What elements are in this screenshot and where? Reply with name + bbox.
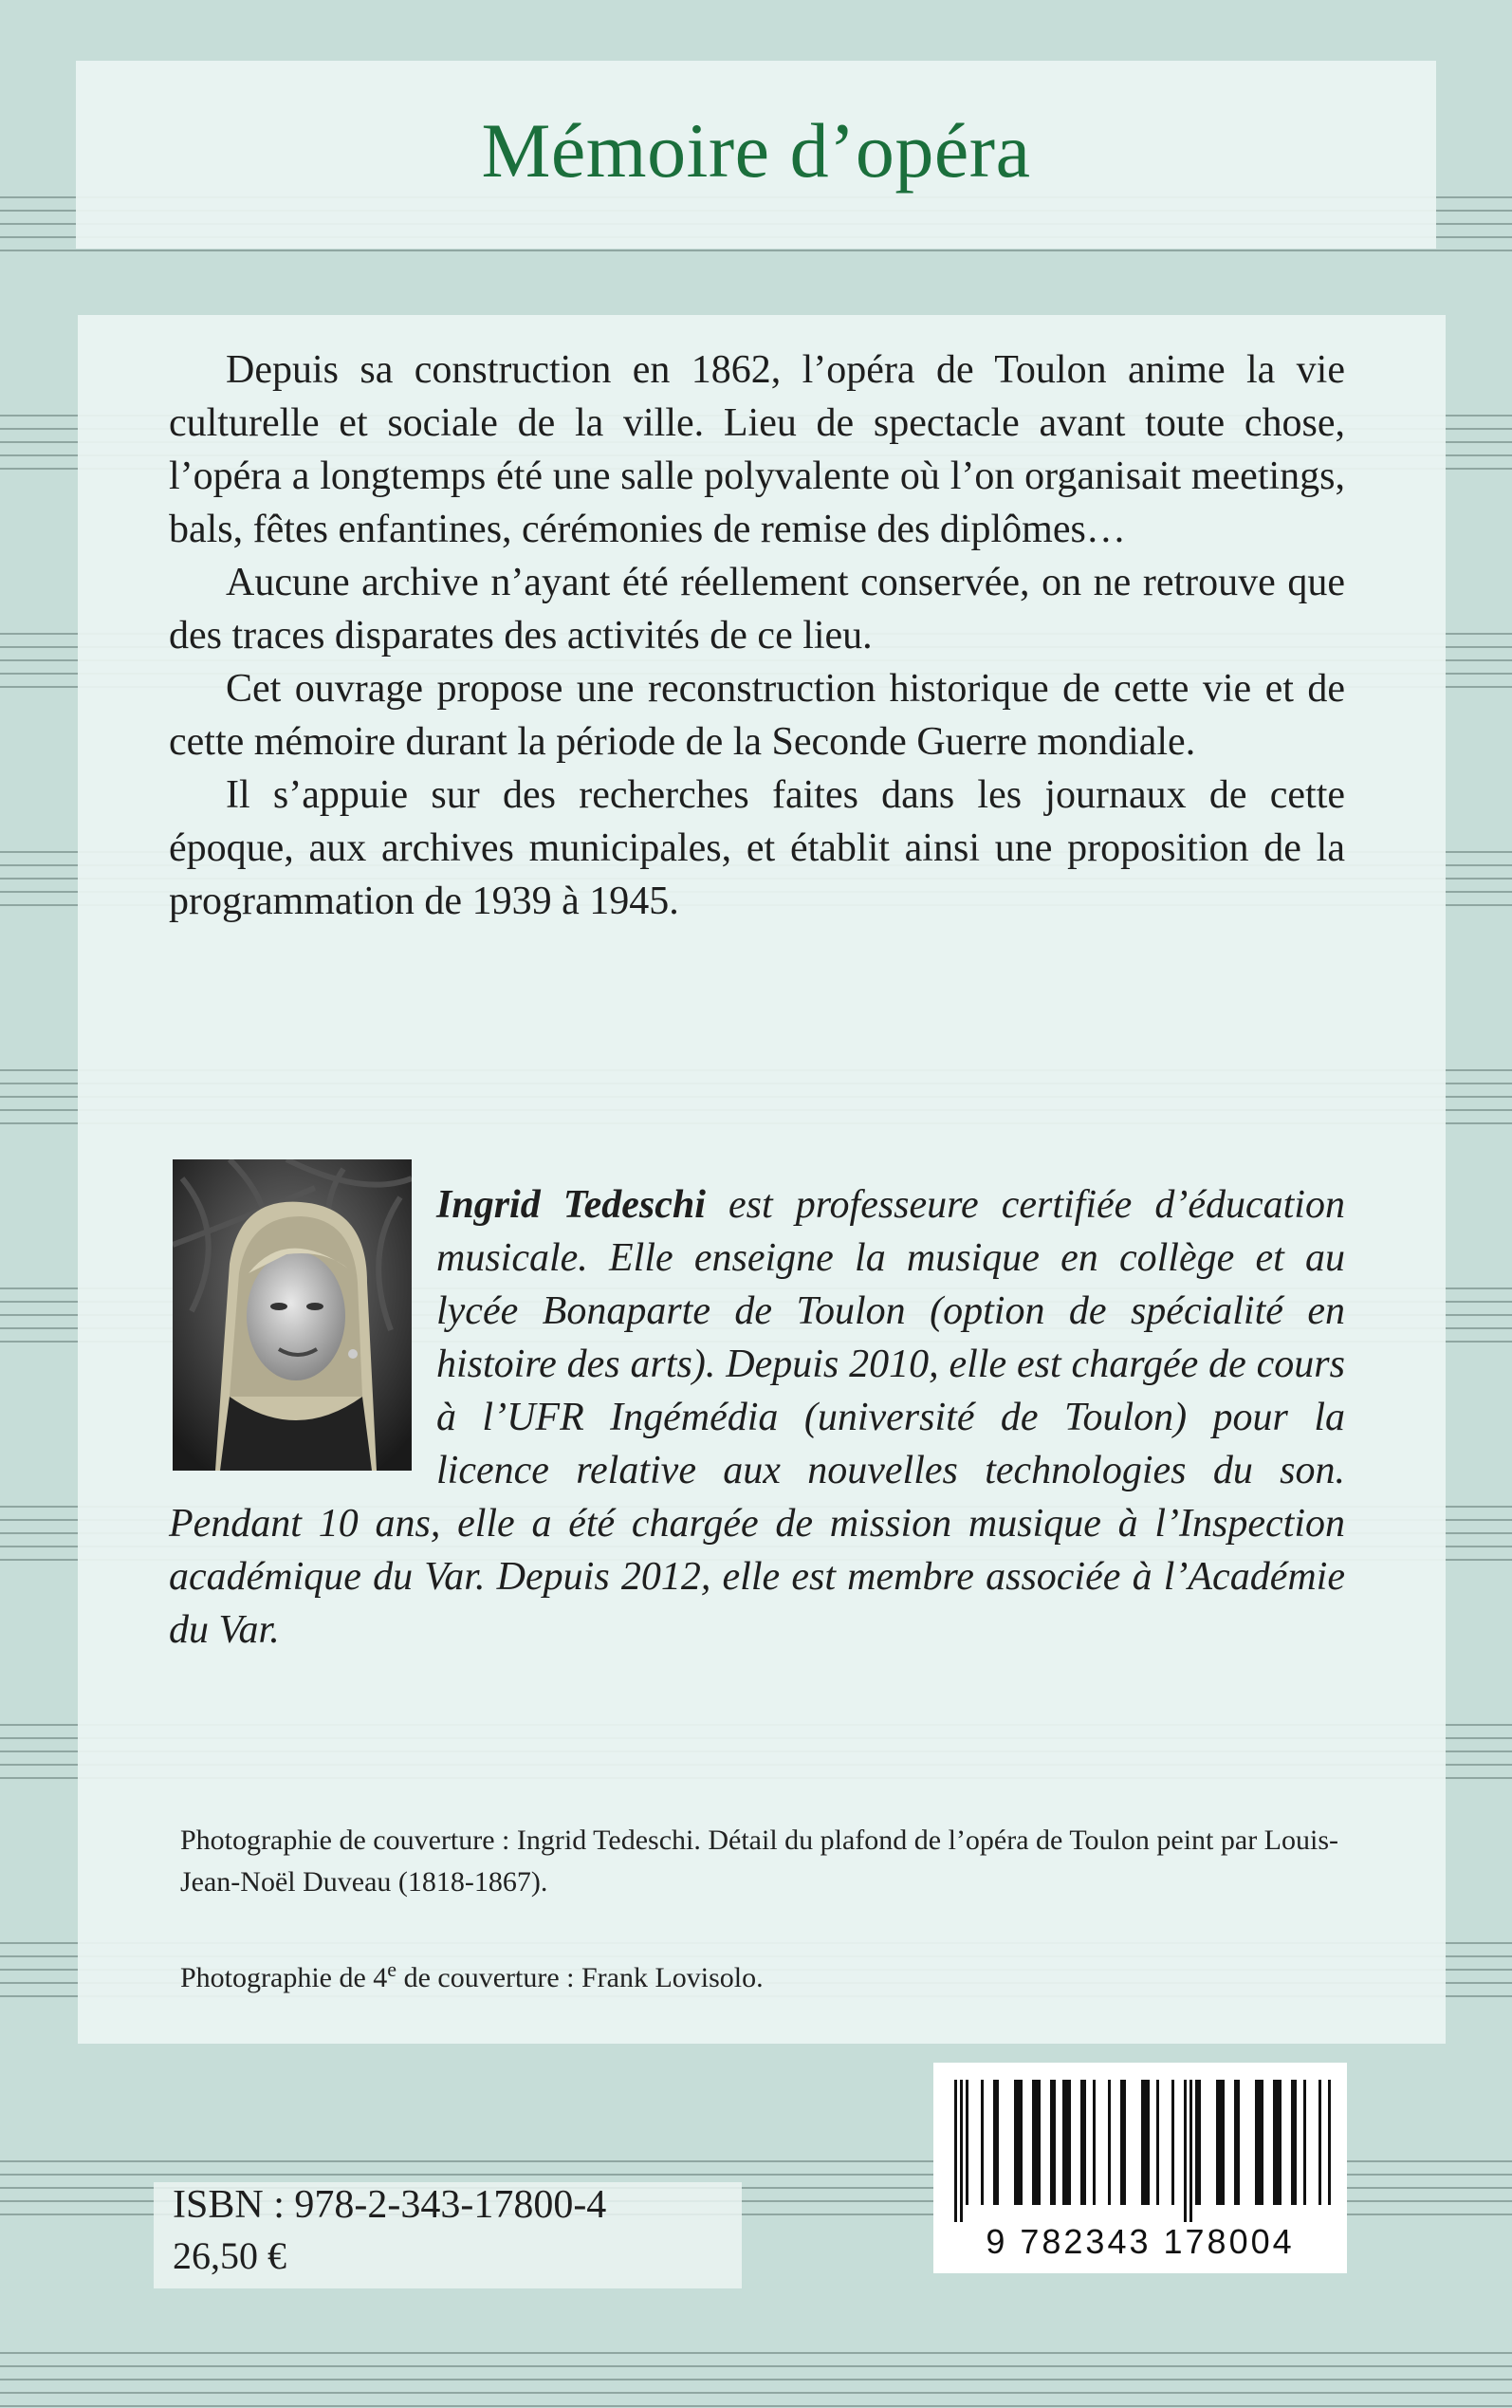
photo-spacer	[169, 1178, 436, 1474]
barcode-bar	[1032, 2080, 1041, 2205]
author-biography	[169, 1178, 1345, 1657]
barcode-bar	[1184, 2080, 1187, 2222]
author-name: Ingrid Tedeschi	[436, 1183, 706, 1227]
barcode-bar	[1050, 2080, 1056, 2205]
author-bio-text: est professeure certifiée d’éducation musicale. Elle enseigne la musique en collège et au lycée Bonaparte de Toulon (option de spécialité en histoire des arts). Depuis 2010, elle est chargée de cours à l’UFR Ingémédia (université de Toulon) pour la licence relative aux nouvelles technologies du son. Pendant 10 ans, elle a été chargée de mission musique à l’Inspection académique du Var. Depuis 2012, elle est membre associée à l’Académie du Var.	[169, 1183, 1345, 1652]
credit-suffix: de couverture : Frank Lovisolo.	[396, 1962, 764, 1993]
barcode-bar	[1195, 2080, 1201, 2205]
barcode-bar	[1014, 2080, 1023, 2205]
barcode-bar	[981, 2080, 984, 2205]
barcode-bar	[1080, 2080, 1086, 2205]
book-title: Mémoire d’opéra	[481, 107, 1031, 194]
barcode-bar	[1171, 2080, 1174, 2205]
barcode-bar	[1216, 2080, 1225, 2205]
barcode-bar	[1093, 2080, 1096, 2205]
book-description	[169, 343, 1345, 928]
credit-superscript: e	[387, 1957, 397, 1981]
barcode-bar	[1189, 2080, 1192, 2222]
barcode-digits: 9 782343 178004	[986, 2222, 1295, 2261]
barcode-bar	[1291, 2080, 1297, 2205]
description-paragraph: Aucune archive n’ayant été réellement conservée, on ne retrouve que des traces disparates des activités de ce lieu.	[169, 561, 1345, 658]
barcode-bar	[1234, 2080, 1240, 2205]
barcode-bar	[1156, 2080, 1159, 2205]
barcode-bar	[960, 2080, 963, 2222]
credit-prefix: Photographie de 4	[180, 1962, 388, 1993]
description-paragraph: Depuis sa construction en 1862, l’opéra de Toulon anime la vie culturelle et sociale de la ville. Lieu de spectacle avant toute chose, l’opéra a longtemps été une salle polyvalente où l’on organisait meetings, bals, fêtes enfantines, cérémonies de remise des diplômes…	[169, 348, 1345, 551]
barcode-bar	[966, 2080, 968, 2205]
barcode-bar	[1318, 2080, 1321, 2205]
description-paragraph: Il s’appuie sur des recherches faites dans les journaux de cette époque, aux archives municipales, et établit ainsi une proposition de la programmation de 1939 à 1945.	[169, 773, 1345, 923]
barcode-bar	[1120, 2080, 1126, 2205]
barcode-bar	[954, 2080, 957, 2222]
barcode	[933, 2063, 1347, 2273]
cover-photo-credit: Photographie de couverture : Ingrid Tedeschi. Détail du plafond de l’opéra de Toulon peint par Louis-Jean-Noël Duveau (1818-1867).	[180, 1825, 1339, 1898]
barcode-bar	[1141, 2080, 1150, 2205]
barcode-bar	[993, 2080, 999, 2205]
barcode-bar	[1255, 2080, 1263, 2205]
price: 26,50 €	[173, 2234, 286, 2277]
barcode-bar	[1108, 2080, 1111, 2205]
description-paragraph: Cet ouvrage propose une reconstruction historique de cette vie et de cette mémoire durant la période de la Seconde Guerre mondiale.	[169, 667, 1345, 764]
barcode-bar	[1328, 2080, 1331, 2205]
barcode-bar	[1062, 2080, 1071, 2205]
barcode-bar	[1273, 2080, 1282, 2205]
barcode-bars	[949, 2080, 1332, 2224]
back-cover-photo-credit	[180, 1949, 1347, 1999]
isbn: ISBN : 978-2-343-17800-4	[173, 2183, 607, 2227]
barcode-bar	[1303, 2080, 1306, 2205]
